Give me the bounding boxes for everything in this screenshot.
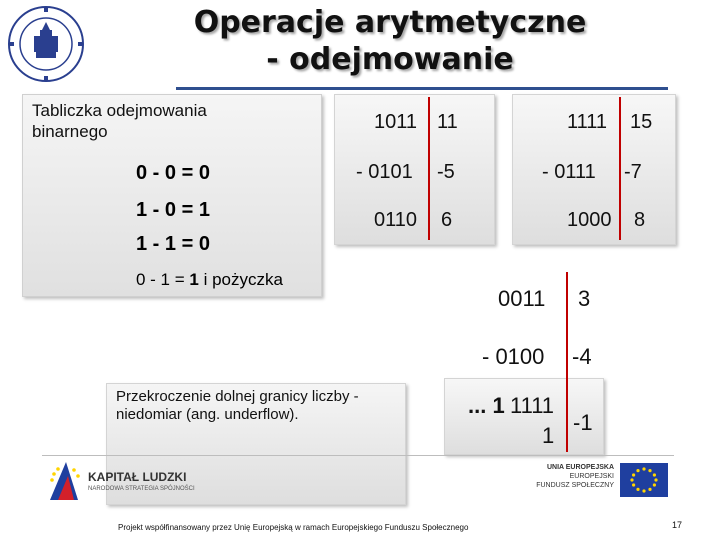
ex3-row2-bin: - 0100	[482, 344, 545, 369]
kapital-ludzki-logo	[44, 460, 224, 504]
ex1-row1-bin: 1011	[374, 111, 418, 133]
kapital-ludzki-subtitle: NARODOWA STRATEGIA SPÓJNOŚCI	[88, 486, 195, 492]
rule-0-minus-1-result: 1	[189, 270, 199, 289]
title-line-1: Operacje arytmetyczne	[193, 5, 587, 40]
ex2-row3-bin: 1000	[567, 209, 612, 231]
rule-1-minus-0: 1 - 0 = 1	[136, 199, 210, 221]
ex3-row3-bin: 1111	[510, 393, 555, 418]
eu-flag-icon	[620, 463, 668, 497]
eu-line-1: UNIA EUROPEJSKA	[546, 464, 614, 471]
title-underline	[176, 87, 668, 90]
ex1-divider	[428, 97, 430, 240]
footer-divider	[42, 455, 674, 456]
ex2-row1-dec: 15	[630, 111, 653, 133]
page-title	[120, 4, 660, 78]
ex1-row2-dec: -5	[437, 161, 455, 183]
eu-line-3: FUNDUSZ SPOŁECZNY	[536, 482, 614, 489]
rule-0-minus-0: 0 - 0 = 0	[136, 162, 210, 184]
ex1-row3-dec: 6	[441, 209, 453, 231]
ex2-row2-dec: -7	[624, 161, 642, 183]
title-line-2: - odejmowanie	[266, 42, 514, 77]
underflow-note-text: Przekroczenie dolnej granicy liczby - niedomiar (ang. underflow).	[116, 388, 359, 423]
rule-0-minus-1	[136, 270, 283, 290]
ex3-divider	[566, 272, 568, 452]
ex1-row2-bin: - 0101	[356, 161, 413, 183]
rule-1-minus-1: 1 - 1 = 0	[136, 233, 210, 255]
ex3-row3-prefix: ... 1	[468, 393, 505, 418]
ex3-row1-dec: 3	[578, 286, 591, 311]
ex2-row1-bin: 1111	[567, 111, 608, 133]
rule-0-minus-1-lhs: 0 - 1 =	[136, 270, 190, 289]
ex1-row3-bin: 0110	[374, 209, 418, 231]
eu-fund-text	[504, 463, 614, 490]
project-cofinancing-note: Projekt współfinansowany przez Unię Europejską w ramach Europejskiego Funduszu Społecznego	[118, 523, 469, 532]
page-number: 17	[672, 520, 683, 530]
ex1-row1-dec: 11	[437, 111, 458, 133]
ex2-divider	[619, 97, 621, 240]
university-seal-logo	[6, 4, 86, 84]
eu-line-2: EUROPEJSKI	[569, 473, 614, 480]
kapital-ludzki-title: KAPITAŁ LUDZKI	[88, 470, 187, 484]
ex3-row1-bin: 0011	[498, 286, 546, 311]
ex3-row2-dec: -4	[572, 344, 592, 369]
ex3-row3-bin-wrap: 1	[542, 423, 555, 448]
ex3-row3-dec: -1	[573, 410, 593, 435]
rule-0-minus-1-borrow: i pożyczka	[198, 270, 283, 289]
binary-table-title: Tabliczka odejmowania binarnego	[32, 101, 207, 141]
ex2-row2-bin: - 0111	[542, 161, 596, 183]
ex2-row3-dec: 8	[634, 209, 646, 231]
